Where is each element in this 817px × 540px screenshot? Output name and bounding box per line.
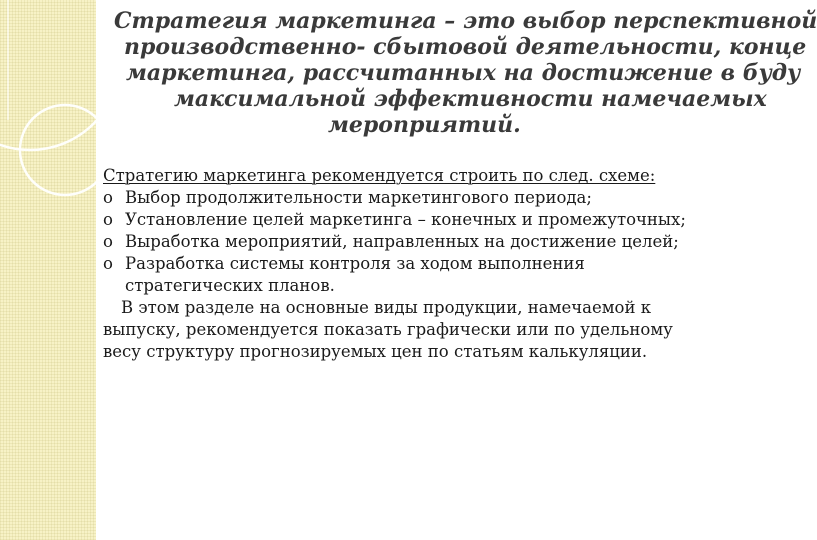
bullet-text: Выработка мероприятий, направленных на достижение целей; (125, 232, 679, 251)
list-item (103, 187, 715, 209)
body-paragraph: В этом разделе на основные виды продукции, намечаемой к выпуску, рекомендуется показать графически или по удельному весу структуру прогнозируемых цен по статьям калькуляции. (103, 298, 673, 361)
intro-text: Стратегию маркетинга рекомендуется строить по след. схеме: (103, 166, 656, 185)
title-line: Стратегия маркетинга – это выбор перспективной (114, 8, 817, 34)
bullet-marker: o (103, 232, 113, 251)
slide-title (96, 8, 817, 138)
bullet-marker: o (103, 254, 113, 273)
bullet-text: Разработка системы контроля за ходом выполнения стратегических планов. (125, 254, 585, 295)
bullet-marker: o (103, 188, 113, 207)
bullet-marker: o (103, 210, 113, 229)
list-item (103, 209, 715, 231)
title-line: мероприятий. (328, 112, 521, 138)
slide-body (103, 165, 715, 363)
title-line: максимальной эффективности намечаемых (174, 86, 767, 112)
title-line: производственно- сбытовой деятельности, конце (124, 34, 807, 60)
list-item (103, 231, 715, 253)
bullet-text: Выбор продолжительности маркетингового периода; (125, 188, 592, 207)
title-line: маркетинга, рассчитанных на достижение в буду (126, 60, 801, 86)
bullet-text: Установление целей маркетинга – конечных и промежуточных; (125, 210, 686, 229)
list-item (103, 253, 715, 297)
